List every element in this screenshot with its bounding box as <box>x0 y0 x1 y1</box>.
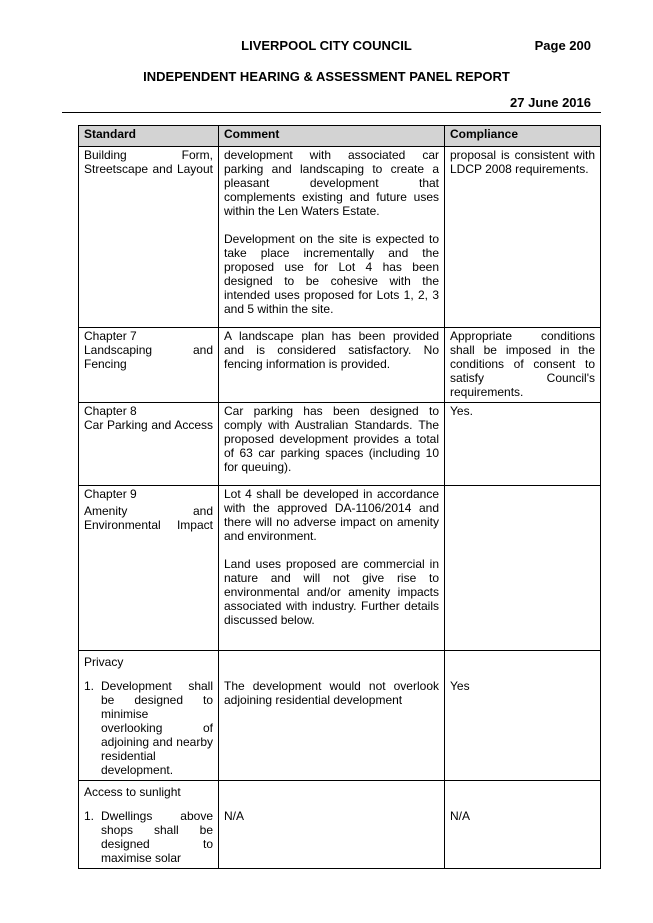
standard-chapter: Chapter 9 <box>84 487 137 501</box>
table-row <box>79 651 601 781</box>
assessment-table <box>78 125 601 869</box>
list-item-number: 1. <box>84 679 95 693</box>
standard-cell <box>79 651 219 781</box>
comment-paragraph: development with associated car parking and landscaping to create a pleasant development that complements existing and future uses within the Len Waters Estate. <box>224 148 439 218</box>
compliance-cell <box>445 486 601 651</box>
comment-paragraph: Lot 4 shall be developed in accordance with the approved DA-1106/2014 and there will no adverse impact on amenity and environment. <box>224 487 439 543</box>
header-divider <box>62 112 601 113</box>
compliance-cell <box>445 328 601 403</box>
standard-text: Building Form, Streetscape and Layout <box>84 148 213 176</box>
standard-chapter: Chapter 8 <box>84 404 137 418</box>
table-row <box>79 147 601 328</box>
column-header-comment: Comment <box>219 126 445 147</box>
comment-paragraph: Car parking has been designed to comply with Australian Standards. The proposed development provides a total of 63 car parking spaces (including 10 for queuing). <box>224 404 439 474</box>
standard-heading: Access to sunlight <box>84 785 181 799</box>
standard-cell <box>79 328 219 403</box>
list-item <box>84 679 213 777</box>
compliance-text: Appropriate conditions shall be imposed in the conditions of consent to satisfy Council's requirements. <box>450 329 595 399</box>
report-title: INDEPENDENT HEARING & ASSESSMENT PANEL REPORT <box>143 69 510 84</box>
comment-paragraph: The development would not overlook adjoining residential development <box>224 679 439 707</box>
compliance-cell <box>445 781 601 869</box>
table-header-row <box>79 126 601 147</box>
standard-cell <box>79 486 219 651</box>
list-item-text: Development shall be designed to minimise overlooking of adjoining and nearby residential development. <box>101 679 213 777</box>
comment-cell <box>219 403 445 486</box>
comment-paragraph: Land uses proposed are commercial in nature and will not give rise to environmental and/or amenity impacts associated with industry. Further details discussed below. <box>224 557 439 627</box>
comment-paragraph: A landscape plan has been provided and is considered satisfactory. No fencing information is provided. <box>224 329 439 371</box>
table-row <box>79 781 601 869</box>
report-date: 27 June 2016 <box>510 95 591 110</box>
standard-heading: Privacy <box>84 655 124 669</box>
compliance-text: proposal is consistent with LDCP 2008 requirements. <box>450 148 595 176</box>
standard-chapter: Chapter 7 <box>84 329 137 343</box>
compliance-cell <box>445 147 601 328</box>
comment-paragraph: N/A <box>224 809 245 823</box>
standard-text: Amenity and Environmental Impact <box>84 504 213 532</box>
table-row <box>79 403 601 486</box>
standard-text: Landscaping and Fencing <box>84 343 213 371</box>
comment-cell <box>219 328 445 403</box>
comment-cell <box>219 781 445 869</box>
list-item-text: Dwellings above shops shall be designed to maximise solar <box>101 809 213 865</box>
standard-list <box>84 679 213 777</box>
table-row <box>79 328 601 403</box>
compliance-cell <box>445 651 601 781</box>
standard-cell <box>79 403 219 486</box>
list-item-number: 1. <box>84 809 95 823</box>
column-header-standard: Standard <box>79 126 219 147</box>
compliance-cell <box>445 403 601 486</box>
comment-cell <box>219 486 445 651</box>
standard-text: Car Parking and Access <box>84 418 213 432</box>
standard-cell <box>79 781 219 869</box>
comment-paragraph: Development on the site is expected to take place incrementally and the proposed use for Lot 4 has been designed to be cohesive with the intended uses proposed for Lots 1, 2, 3 and 5 within the site. <box>224 232 439 316</box>
compliance-text: Yes <box>450 679 470 693</box>
council-name: LIVERPOOL CITY COUNCIL <box>241 38 412 53</box>
standard-cell <box>79 147 219 328</box>
column-header-compliance: Compliance <box>445 126 601 147</box>
comment-cell <box>219 651 445 781</box>
comment-cell <box>219 147 445 328</box>
list-item <box>84 809 213 865</box>
table-row <box>79 486 601 651</box>
standard-list <box>84 809 213 865</box>
compliance-text: N/A <box>450 809 471 823</box>
compliance-text: Yes. <box>450 404 473 418</box>
page-number: Page 200 <box>534 38 591 53</box>
